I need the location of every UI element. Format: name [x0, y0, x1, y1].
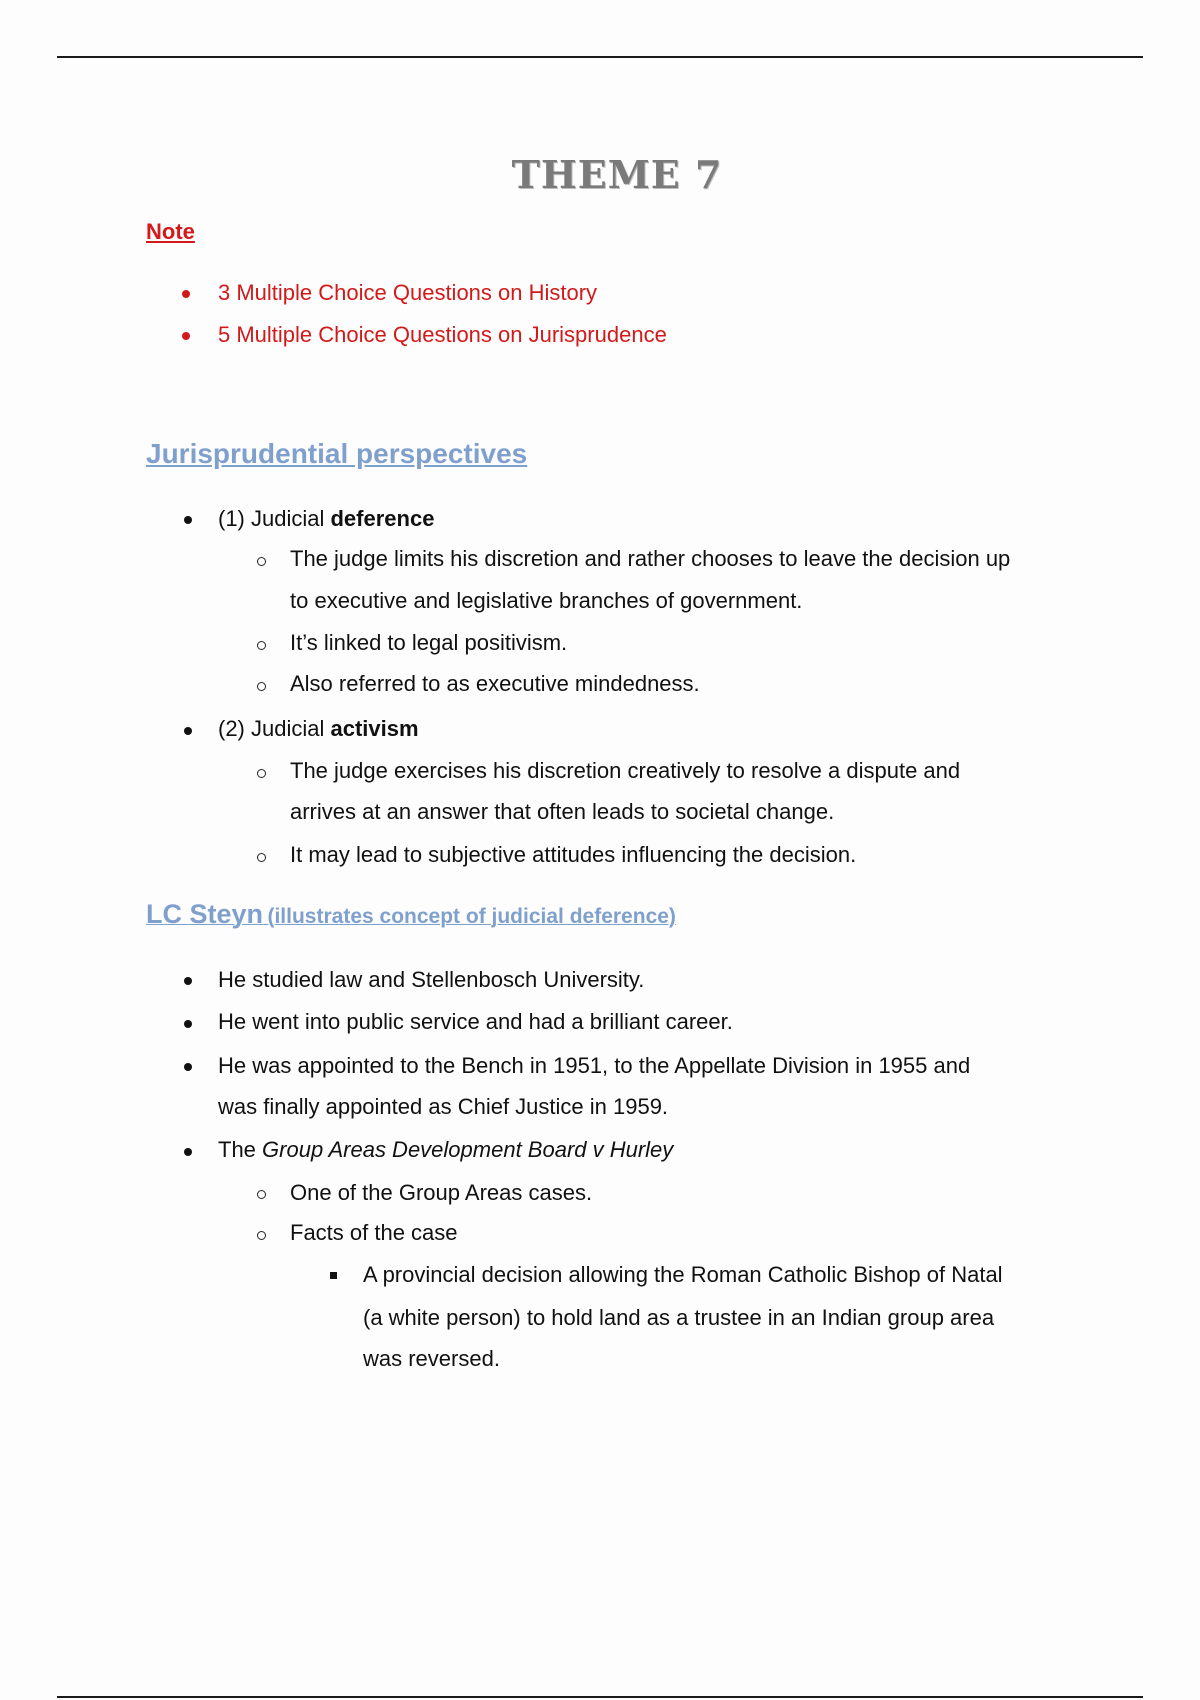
list-item: Also referred to as executive mindedness. [290, 671, 700, 696]
bold-term: deference [330, 506, 435, 531]
circle-bullet-icon [257, 641, 266, 650]
circle-bullet-icon [257, 1190, 266, 1199]
bullet-icon [182, 290, 190, 298]
circle-bullet-icon [257, 853, 266, 862]
list-item-continuation: was finally appointed as Chief Justice in 1959. [218, 1094, 669, 1119]
list-item-continuation: to executive and legislative branches of government. [290, 588, 803, 613]
bullet-icon [184, 977, 192, 985]
bullet-icon [184, 1020, 192, 1028]
list-item: The judge exercises his discretion creatively to resolve a dispute and [290, 758, 961, 783]
list-item-case-name: The Group Areas Development Board v Hurley [218, 1137, 674, 1162]
bold-term: activism [330, 716, 419, 741]
circle-bullet-icon [257, 682, 266, 691]
case-title: Group Areas Development Board v Hurley [262, 1137, 674, 1162]
list-item: He went into public service and had a brilliant career. [218, 1009, 733, 1034]
list-item: He was appointed to the Bench in 1951, to the Appellate Division in 1955 and [218, 1053, 971, 1078]
list-item-continuation: (a white person) to hold land as a trustee in an Indian group area [363, 1305, 995, 1330]
bullet-icon [182, 332, 190, 340]
bullet-icon [184, 516, 192, 524]
list-item-judicial-activism: (2) Judicial activism [218, 716, 419, 741]
section-heading-lc-steyn: LC Steyn (illustrates concept of judicial deference) [146, 899, 676, 929]
list-item-judicial-deference: (1) Judicial deference [218, 506, 435, 531]
note-item: 5 Multiple Choice Questions on Jurisprudence [218, 322, 667, 347]
list-item: Facts of the case [290, 1220, 458, 1245]
list-item-continuation: was reversed. [363, 1346, 500, 1371]
section-heading-jurisprudential-perspectives: Jurisprudential perspectives [146, 438, 528, 469]
list-item: A provincial decision allowing the Roman Catholic Bishop of Natal [363, 1262, 1003, 1287]
note-item: 3 Multiple Choice Questions on History [218, 280, 598, 305]
bottom-rule [57, 1696, 1143, 1698]
bullet-icon [184, 1063, 192, 1071]
circle-bullet-icon [257, 769, 266, 778]
square-bullet-icon [330, 1272, 337, 1279]
list-item-continuation: arrives at an answer that often leads to societal change. [290, 799, 835, 824]
circle-bullet-icon [257, 1231, 266, 1240]
note-label: Note [146, 219, 195, 244]
list-item: It may lead to subjective attitudes influencing the decision. [290, 842, 857, 867]
page-title: THEME 7 [511, 152, 723, 197]
list-item: It’s linked to legal positivism. [290, 630, 568, 655]
list-item: The judge limits his discretion and rather chooses to leave the decision up [290, 546, 1011, 571]
list-item: He studied law and Stellenbosch University. [218, 967, 645, 992]
bullet-icon [184, 1148, 192, 1156]
circle-bullet-icon [257, 557, 266, 566]
bullet-icon [184, 727, 192, 735]
top-rule [57, 56, 1143, 58]
list-item: One of the Group Areas cases. [290, 1180, 593, 1205]
